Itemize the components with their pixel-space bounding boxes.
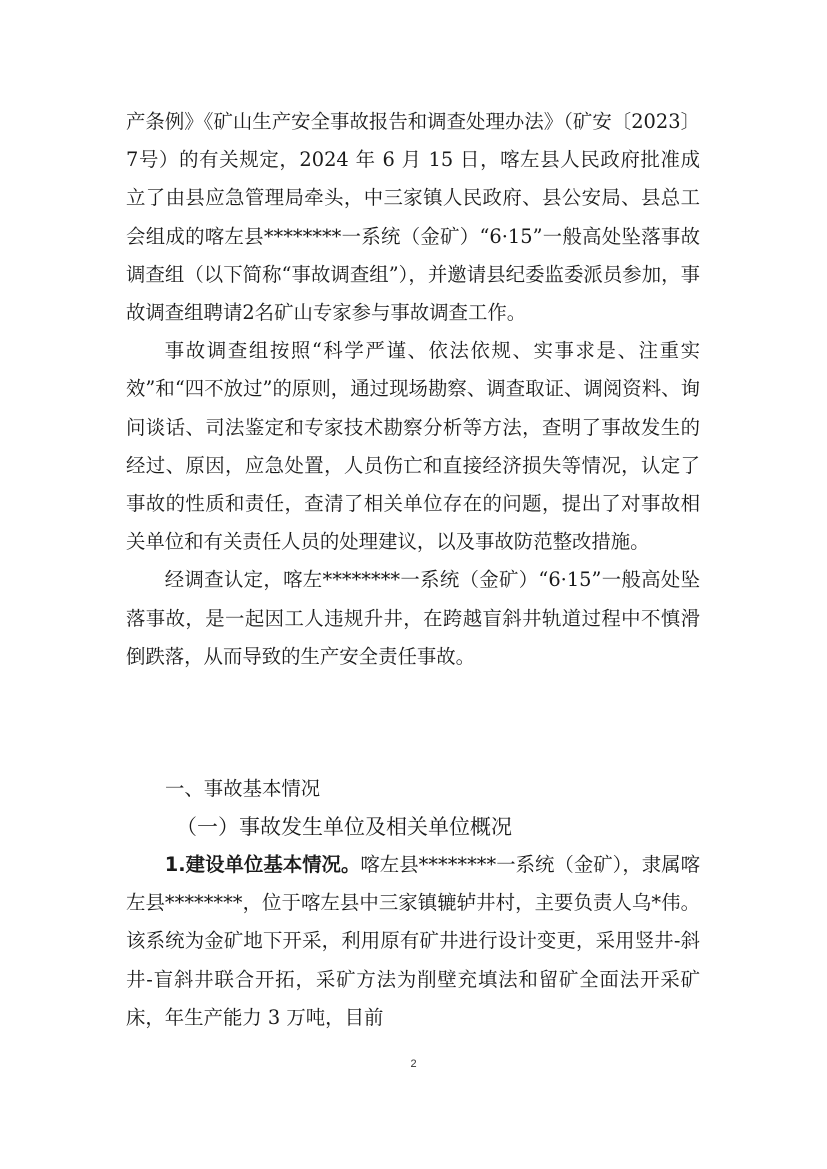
body-text-block-2 <box>126 846 700 1037</box>
page-number: 2 <box>410 1058 417 1070</box>
subsection-heading-unit-overview: （一）事故发生单位及相关单位概况 <box>176 815 512 839</box>
paragraph-construction-unit-text: 喀左县********一系统（金矿），隶属喀左县********，位于喀左县中三家镇辘轳井村，主要负责人乌*伟。该系统为金矿地下开采，利用原有矿井进行设计变更，采用竖井-斜井-盲斜井联合开拓，采矿方法为削壁充填法和留矿全面法开采矿床，年生产能力 3 万吨，目前 <box>126 853 700 1029</box>
section-heading-basic-situation: 一、事故基本情况 <box>165 777 321 800</box>
paragraph-construction-unit <box>126 846 700 1037</box>
paragraph-continued: 产条例》《矿山生产安全事故报告和调查处理办法》（矿安〔2023〕7号）的有关规定，2024 年 6 月 15 日，喀左县人民政府批准成立了由县应急管理局牵头，中三家镇人民政府、县公安局、县总工会组成的喀左县********一系统（金矿）“6·15”一般高处坠落事故调查组（以下简称“事故调查组”），并邀请县纪委监委派员参加，事故调查组聘请2名矿山专家参与事故调查工作。 <box>126 110 700 325</box>
paragraph-accident-determination: 经调查认定，喀左********一系统（金矿）“6·15”一般高处坠落事故，是一起因工人违规升井，在跨越盲斜井轨道过程中不慎滑倒跌落，从而导致的生产安全责任事故。 <box>126 568 700 668</box>
paragraph-investigation-method: 事故调查组按照“科学严谨、依法依规、实事求是、注重实效”和“四不放过”的原则，通过现场勘察、调查取证、调阅资料、询问谈话、司法鉴定和专家技术勘察分析等方法，查明了事故发生的经过、原因，应急处置，人员伤亡和直接经济损失等情况，认定了事故的性质和责任，查清了相关单位存在的问题，提出了对事故相关单位和有关责任人员的处理建议，以及事故防范整改措施。 <box>126 339 700 554</box>
paragraph-lead-construction-unit: 1.建设单位基本情况。 <box>164 853 361 876</box>
body-text-block <box>126 103 700 676</box>
